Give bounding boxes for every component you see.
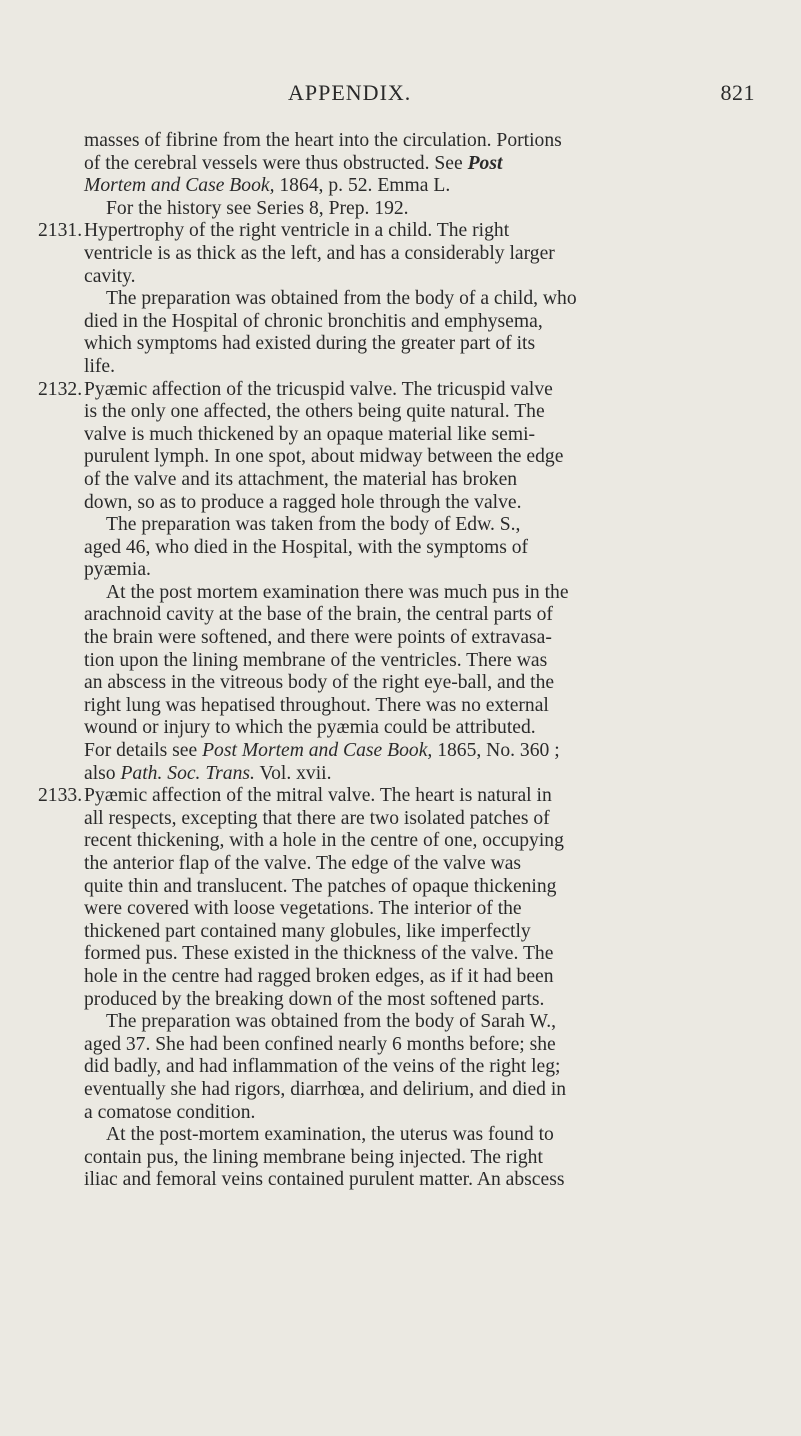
text-line xyxy=(38,220,763,243)
text-line xyxy=(38,288,763,311)
text-run: a comatose condition. xyxy=(84,1101,256,1123)
text-run: The preparation was obtained from the body of Sarah W., xyxy=(106,1011,556,1033)
text-run: Pyæmic affection of the tricuspid valve. The tricuspid valve xyxy=(84,378,553,400)
text-run: Post Mortem and Case Book, xyxy=(202,740,433,762)
text-run: quite thin and translucent. The patches of opaque thickening xyxy=(84,875,557,897)
text-line xyxy=(38,266,763,289)
text-run: tion upon the lining membrane of the ventricles. There was xyxy=(84,649,548,671)
text-run: aged 46, who died in the Hospital, with the symptoms of xyxy=(84,536,529,558)
text-run: Hypertrophy of the right ventricle in a child. The right xyxy=(84,220,510,242)
text-line xyxy=(38,853,763,876)
text-run: 1865, No. 360 ; xyxy=(432,740,560,762)
text-run: Mortem and Case Book, xyxy=(84,175,275,197)
text-line xyxy=(38,604,763,627)
text-run: 1864, p. 52. Emma L. xyxy=(274,175,451,197)
text-run: the anterior flap of the valve. The edge of the valve was xyxy=(84,853,522,874)
text-run: which symptoms had existed during the greater part of its xyxy=(84,333,536,355)
text-line xyxy=(38,1034,763,1057)
text-run: the brain were softened, and there were points of extravasa- xyxy=(84,627,552,649)
text-line xyxy=(38,876,763,899)
text-run: For the history see Series 8, Prep. 192. xyxy=(106,197,409,219)
text-run: died in the Hospital of chronic bronchitis and emphysema, xyxy=(84,310,543,332)
text-line xyxy=(38,1011,763,1034)
text-line xyxy=(38,695,763,718)
catalogue-entry xyxy=(38,130,763,220)
text-run: masses of fibrine from the heart into the circulation. Portions xyxy=(84,130,562,151)
text-run: purulent lymph. In one spot, about midway between the edge xyxy=(84,446,564,468)
text-line xyxy=(38,650,763,673)
text-run: For details see xyxy=(84,740,203,762)
text-run: recent thickening, with a hole in the centre of one, occupying xyxy=(84,830,564,852)
text-line xyxy=(38,989,763,1012)
text-run: eventually she had rigors, diarrhœa, and delirium, and died in xyxy=(84,1078,567,1100)
text-line xyxy=(38,898,763,921)
text-line xyxy=(38,1147,763,1170)
text-line xyxy=(38,921,763,944)
text-run: aged 37. She had been confined nearly 6 months before; she xyxy=(84,1033,556,1055)
text-run: thickened part contained many globules, like imperfectly xyxy=(84,920,531,942)
text-run: right lung was hepatised throughout. There was no external xyxy=(84,694,549,716)
text-line xyxy=(38,130,763,153)
text-run: of the valve and its attachment, the material has broken xyxy=(84,468,518,490)
text-line xyxy=(38,627,763,650)
text-line xyxy=(38,830,763,853)
text-run: Path. Soc. Trans. xyxy=(120,762,255,784)
text-line xyxy=(38,1079,763,1102)
text-line xyxy=(38,785,763,808)
text-line xyxy=(38,1056,763,1079)
text-run: pyæmia. xyxy=(84,559,151,581)
text-run: is the only one affected, the others being quite natural. The xyxy=(84,401,545,423)
text-run: also xyxy=(84,762,121,784)
text-run: cavity. xyxy=(84,265,136,287)
text-run: an abscess in the vitreous body of the right eye-ball, and the xyxy=(84,672,555,694)
text-line xyxy=(38,424,763,447)
catalogue-entry xyxy=(38,379,763,786)
text-line xyxy=(38,446,763,469)
text-line xyxy=(38,356,763,379)
running-head: APPENDIX. xyxy=(288,80,412,105)
text-line xyxy=(38,943,763,966)
text-run: valve is much thickened by an opaque material like semi- xyxy=(84,423,536,445)
text-line xyxy=(38,537,763,560)
text-line xyxy=(38,559,763,582)
text-run: of the cerebral vessels were thus obstructed. See xyxy=(84,152,468,174)
page-header xyxy=(0,80,801,114)
text-line xyxy=(38,153,763,176)
text-line xyxy=(38,379,763,402)
text-line xyxy=(38,966,763,989)
text-line xyxy=(38,243,763,266)
entry-number: 2131. xyxy=(38,220,83,242)
text-line xyxy=(38,808,763,831)
text-line xyxy=(38,333,763,356)
text-run: all respects, excepting that there are two isolated patches of xyxy=(84,807,550,829)
text-run: The preparation was obtained from the body of a child, who xyxy=(106,288,577,310)
text-run: Post xyxy=(467,152,503,174)
text-run: life. xyxy=(84,355,116,377)
text-line xyxy=(38,401,763,424)
text-run: The preparation was taken from the body of Edw. S., xyxy=(106,514,521,536)
text-run: did badly, and had inflammation of the veins of the right leg; xyxy=(84,1056,561,1078)
text-run: At the post-mortem examination, the uterus was found to xyxy=(106,1124,554,1146)
text-run: produced by the breaking down of the most softened parts. xyxy=(84,988,545,1010)
text-run: At the post mortem examination there was much pus in the xyxy=(106,581,569,603)
text-line xyxy=(38,175,763,198)
catalogue-entry xyxy=(38,220,763,378)
text-line xyxy=(38,582,763,605)
text-run: wound or injury to which the pyæmia could be attributed. xyxy=(84,717,536,739)
text-line xyxy=(38,311,763,334)
text-run: down, so as to produce a ragged hole through the valve. xyxy=(84,491,522,513)
text-run: iliac and femoral veins contained purulent matter. An abscess xyxy=(84,1169,565,1191)
text-run: hole in the centre had ragged broken edges, as if it had been xyxy=(84,965,554,987)
page-number: 821 xyxy=(720,80,755,105)
text-run: formed pus. These existed in the thickness of the valve. The xyxy=(84,943,554,965)
text-line xyxy=(38,198,763,221)
text-run: Vol. xvii. xyxy=(254,762,332,784)
text-run: arachnoid cavity at the base of the brain, the central parts of xyxy=(84,604,553,626)
entry-number: 2133. xyxy=(38,785,83,807)
page-body xyxy=(38,130,763,1192)
text-run: were covered with loose vegetations. The interior of the xyxy=(84,898,522,920)
entry-number: 2132. xyxy=(38,378,83,400)
text-line xyxy=(38,763,763,786)
text-line xyxy=(38,492,763,515)
text-line xyxy=(38,717,763,740)
text-line xyxy=(38,1124,763,1147)
text-line xyxy=(38,1169,763,1192)
text-line xyxy=(38,514,763,537)
text-line xyxy=(38,672,763,695)
text-run: contain pus, the lining membrane being injected. The right xyxy=(84,1146,543,1168)
text-run: ventricle is as thick as the left, and has a considerably larger xyxy=(84,242,555,264)
text-line xyxy=(38,469,763,492)
text-line xyxy=(38,1102,763,1125)
text-run: Pyæmic affection of the mitral valve. The heart is natural in xyxy=(84,785,552,807)
catalogue-entry xyxy=(38,785,763,1192)
text-line xyxy=(38,740,763,763)
